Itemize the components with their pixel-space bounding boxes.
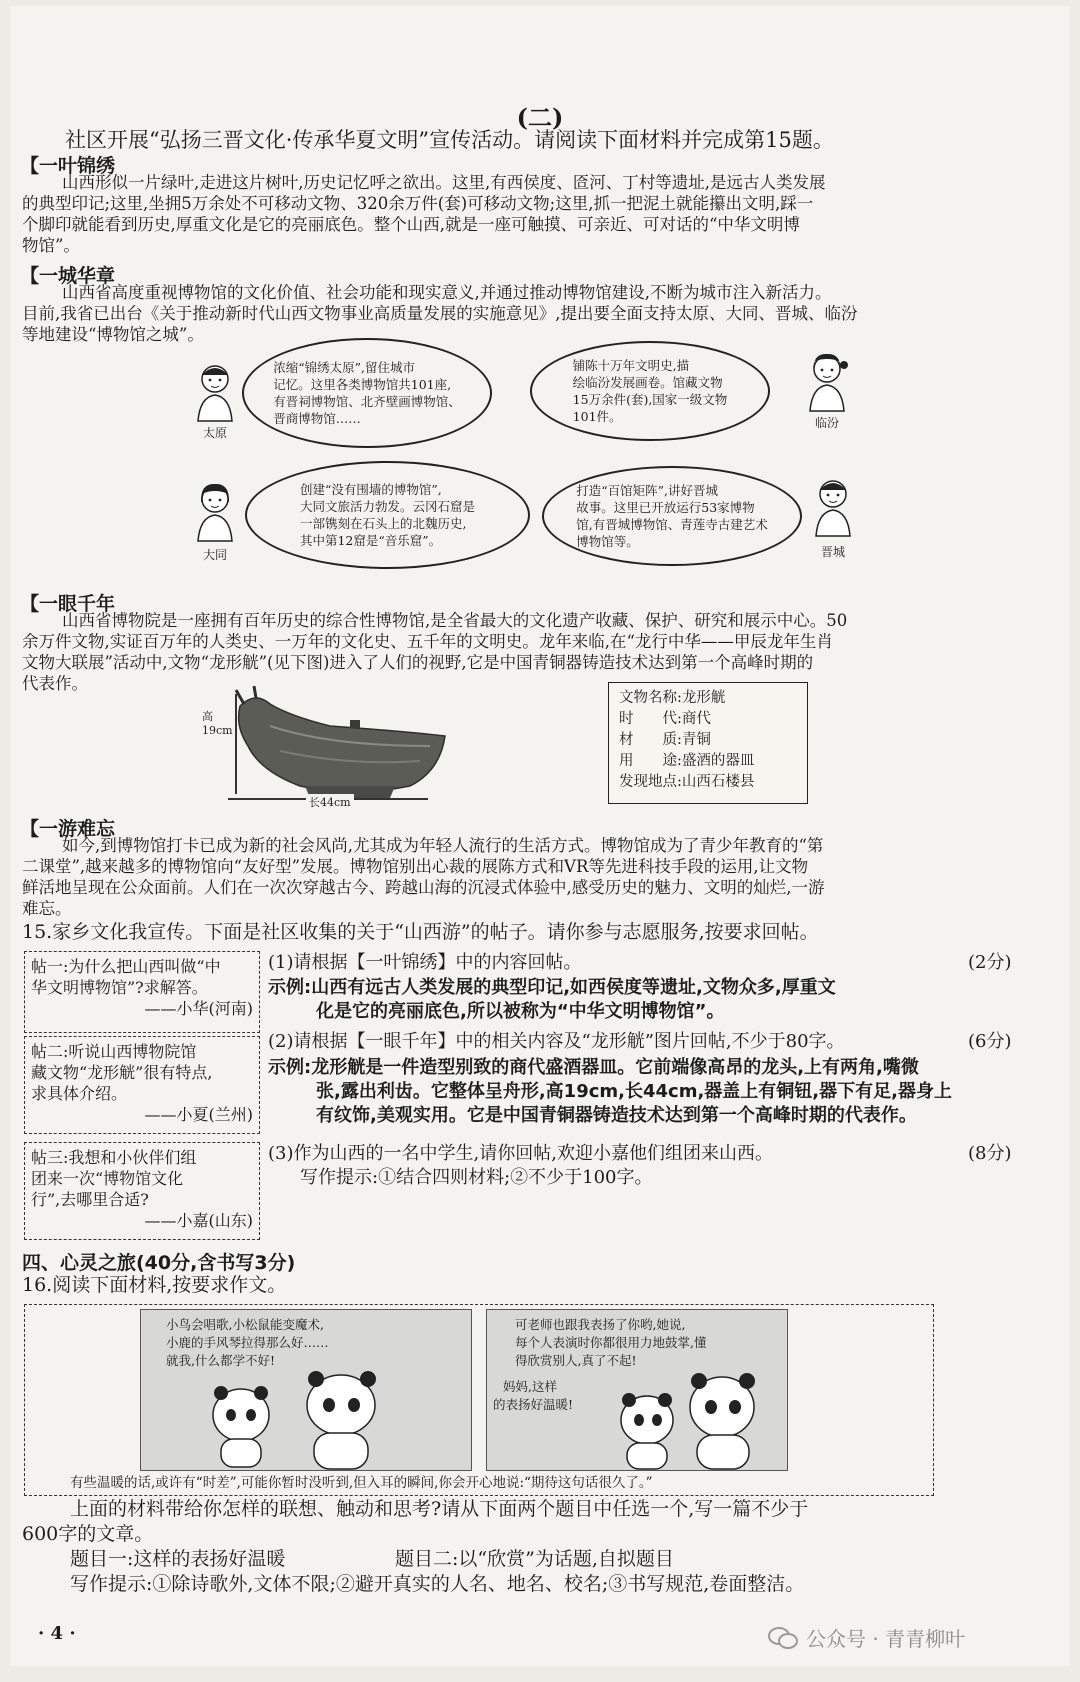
watermark-text: 公众号 · 青青柳叶 (806, 1627, 966, 1651)
child-icon (802, 351, 852, 413)
bubble-line: 创建“没有围墙的博物馆”, (299, 482, 442, 497)
post-3 (24, 1142, 260, 1240)
city-label-taiyuan: 太原 (202, 426, 227, 440)
kid-datong (190, 481, 240, 547)
bubble-line: 有晋祠博物馆、北齐壁画博物馆、 (273, 394, 461, 409)
essay-prompt-line-2: 600字的文章。 (22, 1523, 154, 1545)
section-3-text (22, 610, 1062, 694)
speech-bubble-taiyuan (242, 338, 492, 448)
info-line: 用 途:盛酒的器皿 (619, 753, 755, 769)
post-line: 求具体介绍。 (31, 1084, 128, 1103)
answer-1 (268, 976, 1048, 1024)
bubble-line: 绘临汾发展画卷。馆藏文物 (572, 375, 723, 390)
city-label-datong: 大同 (202, 548, 227, 562)
bubble-line: 一部镌刻在石头上的北魏历史, (299, 516, 467, 531)
bubble-line: 101件。 (572, 409, 622, 424)
para-line: 山西形似一片绿叶,走进这片树叶,历史记忆呼之欲出。这里,有西侯度、匼河、丁村等遗址,是远古人类发展 (62, 173, 826, 192)
child-icon (190, 361, 240, 423)
page-number: · 4 · (38, 1623, 76, 1644)
length-label: 长44cm (306, 794, 354, 812)
post-line: 帖三:我想和小伙伴们组 (31, 1148, 197, 1167)
kid-jincheng (808, 476, 858, 542)
info-line: 文物名称:龙形觥 (619, 690, 726, 706)
comic-panel-left (140, 1309, 472, 1471)
child-icon (190, 481, 240, 543)
para-line: 文物大联展”活动中,文物“龙形觥”(见下图)进入了人们的视野,它是中国青铜器铸造技术达到第一个高峰时期的 (22, 653, 814, 672)
answer-2 (268, 1056, 1068, 1128)
post-author: ——小夏(兰州) (144, 1105, 253, 1124)
post-author: ——小嘉(山东) (144, 1211, 253, 1230)
post-line: 团来一次“博物馆文化 (31, 1169, 184, 1188)
dragon-vessel-image (210, 686, 460, 806)
post-line: 华文明博物馆”?求解答。 (31, 978, 208, 997)
speech-bubble-linfen (530, 341, 770, 441)
section-head-1: 【一叶锦绣 (20, 155, 116, 177)
bubble-line: 15万余件(套),国家一级文物 (572, 392, 728, 407)
sub-question-3-tip: 写作提示:①结合四则材料;②不少于100字。 (300, 1167, 653, 1188)
question-16-stem: 16.阅读下面材料,按要求作文。 (22, 1274, 287, 1296)
bubble-line: 晋商博物馆…… (273, 411, 361, 426)
para-line: 二课堂”,越来越多的博物馆向“友好型”发展。博物馆别出心裁的展陈方式和VR等先进科技手段的运用,让文物 (22, 857, 809, 876)
sub-question-1: (1)请根据【一叶锦绣】中的内容回帖。 (268, 952, 582, 973)
info-line: 发现地点:山西石楼县 (619, 774, 755, 790)
bubble-line: 故事。这里已开放运行53家博物 (576, 500, 755, 515)
exam-page (10, 6, 1070, 1666)
bubble-line: 浓缩“锦绣太原”,留住城市 (273, 360, 415, 375)
question-15-stem: 15.家乡文化我宣传。下面是社区收集的关于“山西游”的帖子。请你参与志愿服务,按要求回帖。 (22, 921, 819, 943)
comic-line: 可老师也跟我表扬了你哟,她说, (515, 1317, 686, 1332)
artifact-info-card (608, 682, 808, 804)
sub-question-3: (3)作为山西的一名中学生,请你回帖,欢迎小嘉他们组团来山西。 (268, 1143, 773, 1164)
kid-taiyuan (190, 361, 240, 427)
para-line: 鲜活地呈现在公众面前。人们在一次次穿越古今、跨越山海的沉浸式体验中,感受历史的魅力、文明的灿烂,一游 (22, 878, 825, 897)
answer-line: 张,露出利齿。它整体呈舟形,高19cm,长44cm,器盖上有铜钮,器下有足,器身上 (316, 1081, 952, 1102)
speech-bubble-datong (245, 461, 530, 569)
para-line: 物馆”。 (22, 236, 80, 255)
part-4-title: 四、心灵之旅(40分,含书写3分) (22, 1252, 296, 1274)
section-head-3: 【一眼千年 (20, 593, 116, 615)
comic-line: 的表扬好温暖! (493, 1397, 574, 1412)
para-line: 余万件文物,实证百万年的人类史、一万年的文化史、五千年的文明史。龙年来临,在“龙行中华——甲辰龙年生肖 (22, 632, 833, 651)
para-line: 的典型印记;这里,坐拥5万余处不可移动文物、320余万件(套)可移动文物;这里,抓一把泥土就能攥出文明,踩一 (22, 194, 814, 213)
bubble-line: 馆,有晋城博物馆、青莲寺古建艺术 (576, 517, 768, 532)
child-icon (808, 476, 858, 538)
answer-line: 示例:山西有远古人类发展的典型印记,如西侯度等遗址,文物众多,厚重文 (268, 977, 836, 998)
panda-characters-icon (607, 1365, 777, 1470)
comic-line: 小鸟会唱歌,小松鼠能变魔术, (166, 1317, 324, 1332)
answer-line: 化是它的亮丽底色,所以被称为“中华文明博物馆”。 (316, 1001, 725, 1022)
para-line: 等地建设“博物馆之城”。 (22, 325, 204, 344)
essay-prompt-line-1: 上面的材料带给你怎样的联想、触动和思考?请从下面两个题目中任选一个,写一篇不少于 (70, 1498, 809, 1520)
post-line: 藏文物“龙形觥”很有特点, (31, 1063, 213, 1082)
answer-line: 示例:龙形觥是一件造型别致的商代盛酒器皿。它前端像高昂的龙头,上有两角,嘴微 (268, 1057, 919, 1078)
info-line: 材 质:青铜 (619, 732, 711, 748)
comic-caption: 有些温暖的话,或许有“时差”,可能你暂时没听到,但入耳的瞬间,你会开心地说:“期待这句话很久了。” (70, 1475, 653, 1491)
post-line: 帖一:为什么把山西叫做“中 (31, 957, 221, 976)
post-author: ——小华(河南) (144, 999, 253, 1018)
sub-question-2: (2)请根据【一眼千年】中的相关内容及“龙形觥”图片回帖,不少于80字。 (268, 1031, 845, 1052)
para-line: 目前,我省已出台《关于推动新时代山西文物事业高质量发展的实施意见》,提出要全面支持太原、大同、晋城、临汾 (22, 304, 858, 323)
comic-line: 得欣赏别人,真了不起! (515, 1353, 637, 1368)
city-label-linfen: 临汾 (814, 416, 839, 430)
comic-left-text (166, 1316, 329, 1370)
wechat-watermark (768, 1623, 965, 1652)
section-head-4: 【一游难忘 (20, 818, 116, 840)
bubble-line: 打造“百馆矩阵”,讲好晋城 (576, 483, 719, 498)
bronze-vessel-photo (210, 686, 460, 806)
essay-topic-2: 题目二:以“欣赏”为话题,自拟题目 (395, 1548, 674, 1570)
intro-text: 社区开展“弘扬三晋文化·传承华夏文明”宣传活动。请阅读下面材料并完成第15题。 (65, 128, 834, 152)
comic-right-text (515, 1316, 706, 1370)
bubble-line: 记忆。这里各类博物馆共101座, (273, 377, 452, 392)
comic-line: 妈妈,这样 (503, 1379, 557, 1394)
bubble-line: 博物馆等。 (576, 534, 639, 549)
comic-line: 小鹿的手风琴拉得那么好…… (166, 1335, 329, 1350)
para-line: 难忘。 (22, 899, 72, 918)
answer-line: 有纹饰,美观实用。它是中国青铜器铸造技术达到第一个高峰时期的代表作。 (316, 1105, 917, 1126)
para-line: 如今,到博物馆打卡已成为新的社会风尚,尤其成为年轻人流行的生活方式。博物馆成为了青少年教育的“第 (62, 836, 824, 855)
section-2-text (22, 282, 1062, 345)
section-4-text (22, 835, 1062, 919)
post-1 (24, 951, 260, 1033)
height-dimension-line (235, 694, 237, 794)
section-1-text (22, 172, 1062, 256)
bubble-line: 大同文旅活力勃发。云冈石窟是 (299, 499, 475, 514)
wechat-icon (768, 1626, 798, 1650)
comic-line: 就我,什么都学不好! (166, 1353, 275, 1368)
city-label-jincheng: 晋城 (820, 545, 845, 559)
para-line: 个脚印就能看到历史,厚重文化是它的亮丽底色。整个山西,就是一座可触摸、可亲近、可对话的“中华文明博 (22, 215, 800, 234)
post-line: 行”,去哪里合适? (31, 1190, 149, 1209)
sub-question-3-score: (8分) (968, 1143, 1012, 1164)
para-line: 山西省高度重视博物馆的文化价值、社会功能和现实意义,并通过推动博物馆建设,不断为城市注入新活力。 (62, 283, 832, 302)
post-line: 帖二:听说山西博物院馆 (31, 1042, 197, 1061)
sub-question-2-score: (6分) (968, 1031, 1012, 1052)
sub-question-1-score: (2分) (968, 952, 1012, 973)
height-label: 高19cm (202, 710, 233, 737)
section-head-2: 【一城华章 (20, 265, 116, 287)
essay-topic-1: 题目一:这样的表扬好温暖 (70, 1548, 286, 1570)
panda-characters-icon (196, 1365, 396, 1470)
comic-panel-right (486, 1309, 788, 1471)
para-line: 山西省博物院是一座拥有百年历史的综合性博物馆,是全省最大的文化遗产收藏、保护、研究和展示中心。50 (62, 611, 848, 630)
part-title: (二) (516, 103, 564, 132)
essay-writing-tips: 写作提示:①除诗歌外,文体不限;②避开真实的人名、地名、校名;③书写规范,卷面整洁。 (70, 1573, 805, 1595)
bubble-line: 其中第12窟是“音乐窟”。 (299, 533, 442, 548)
comic-right-text-2 (493, 1378, 573, 1414)
bubble-line: 铺陈十万年文明史,描 (572, 358, 690, 373)
speech-bubble-jincheng (542, 466, 802, 566)
kid-linfen (802, 351, 852, 417)
post-2 (24, 1036, 260, 1134)
para-line: 代表作。 (22, 674, 88, 693)
info-line: 时 代:商代 (619, 711, 711, 727)
comic-line: 每个人表演时你都很用力地鼓掌,懂 (515, 1335, 707, 1350)
